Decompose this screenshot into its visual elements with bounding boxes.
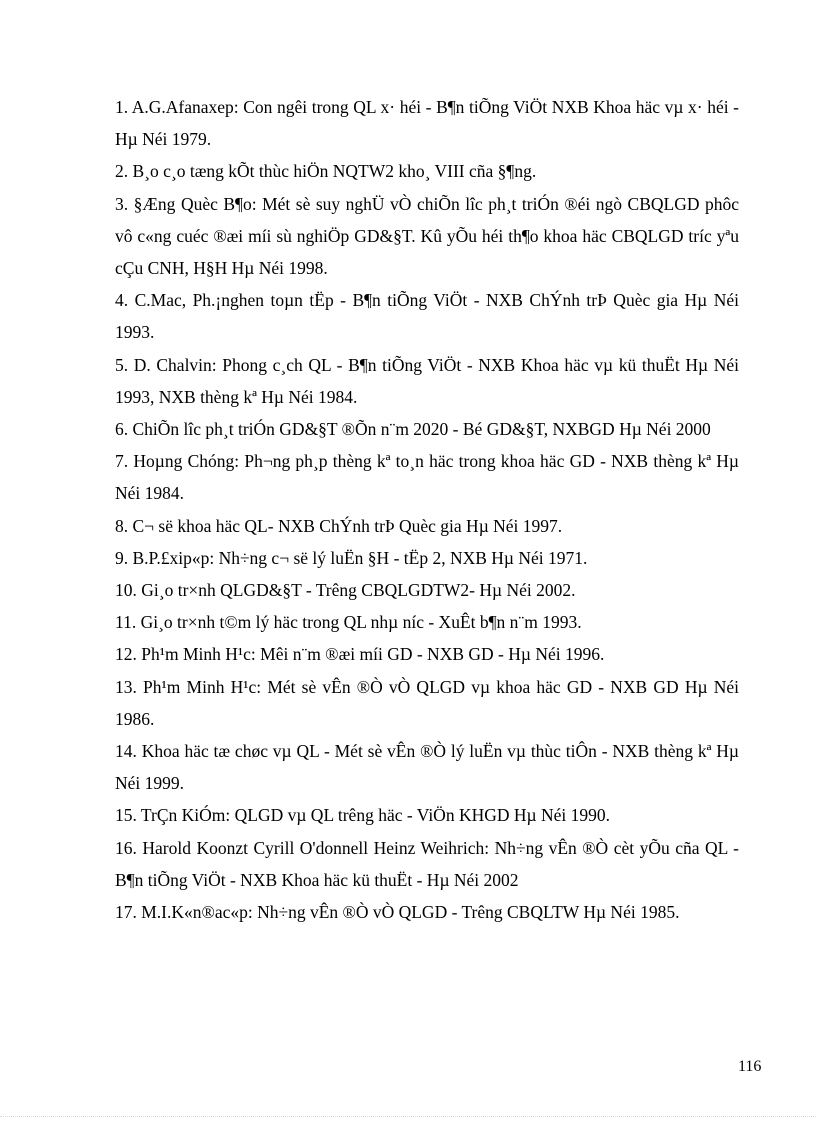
reference-item: 10. Gi¸o tr×nh QLGD&§T - Trêng CBQLGDTW2- Hµ Néi 2002.	[115, 580, 576, 601]
reference-item: 3. §Æng Quèc B¶o: Mét sè suy nghÜ vÒ chiÕn lîc ph¸t triÓn ®éi ngò CBQLGD phôc vô c«ng cuéc ®æi míi sù nghiÖp GD&§T. Kû yÕu héi th¶o khoa häc CBQLGD tríc yªu cÇu CNH, H§H Hµ Néi 1998.	[115, 193, 739, 279]
reference-item: 13. Ph¹m Minh H¹c: Mét sè vÊn ®Ò vÒ QLGD vµ khoa häc GD - NXB GD Hµ Néi 1986.	[115, 676, 739, 729]
reference-item: 9. B.P.£xip«p: Nh÷ng c¬ së lý luËn §H - tËp 2, NXB Hµ Néi 1971.	[115, 547, 588, 568]
page-number: 116	[738, 1058, 762, 1075]
reference-item: 6. ChiÕn lîc ph¸t triÓn GD&§T ®Õn n¨m 2020 - Bé GD&§T, NXBGD Hµ Néi 2000	[115, 419, 711, 440]
reference-item: 5. D. Chalvin: Phong c¸ch QL - B¶n tiÕng ViÖt - NXB Khoa häc vµ kü thuËt Hµ Néi 1993, NXB thèng kª Hµ Néi 1984.	[115, 354, 739, 407]
reference-item: 17. M.I.K«n®ac«p: Nh÷ng vÊn ®Ò vÒ QLGD - Trêng CBQLTW Hµ Néi 1985.	[115, 902, 680, 923]
bottom-dotted-divider	[0, 1116, 816, 1117]
reference-item: 15. TrÇn KiÓm: QLGD vµ QL trêng häc - ViÖn KHGD Hµ Néi 1990.	[115, 805, 610, 826]
reference-item: 16. Harold Koonzt Cyrill O'donnell Heinz Weihrich: Nh÷ng vÊn ®Ò cèt yÕu cña QL - B¶n tiÕng ViÖt - NXB Khoa häc kü thuËt - Hµ Néi 2002	[115, 837, 739, 890]
reference-list	[115, 91, 739, 928]
reference-item: 14. Khoa häc tæ chøc vµ QL - Mét sè vÊn ®Ò lý luËn vµ thùc tiÔn - NXB thèng kª Hµ Néi 1999.	[115, 741, 739, 794]
reference-item: 8. C¬ së khoa häc QL- NXB ChÝnh trÞ Quèc gia Hµ Néi 1997.	[115, 515, 563, 536]
reference-item: 4. C.Mac, Ph.¡nghen toµn tËp - B¶n tiÕng ViÖt - NXB ChÝnh trÞ Quèc gia Hµ Néi 1993.	[115, 290, 739, 343]
reference-item: 1. A.G.Afanaxep: Con ngêi trong QL x· héi - B¶n tiÕng ViÖt NXB Khoa häc vµ x· héi - Hµ Néi 1979.	[115, 97, 739, 150]
reference-item: 11. Gi¸o tr×nh t©m lý häc trong QL nhµ níc - XuÊt b¶n n¨m 1993.	[115, 612, 582, 633]
reference-item: 7. Hoµng Chóng: Ph¬ng ph¸p thèng kª to¸n häc trong khoa häc GD - NXB thèng kª Hµ Néi 1984.	[115, 451, 739, 504]
reference-item: 12. Ph¹m Minh H¹c: Mêi n¨m ®æi míi GD - NXB GD - Hµ Néi 1996.	[115, 644, 605, 665]
reference-item: 2. B¸o c¸o tæng kÕt thùc hiÖn NQTW2 kho¸ VIII cña §¶ng.	[115, 161, 537, 182]
